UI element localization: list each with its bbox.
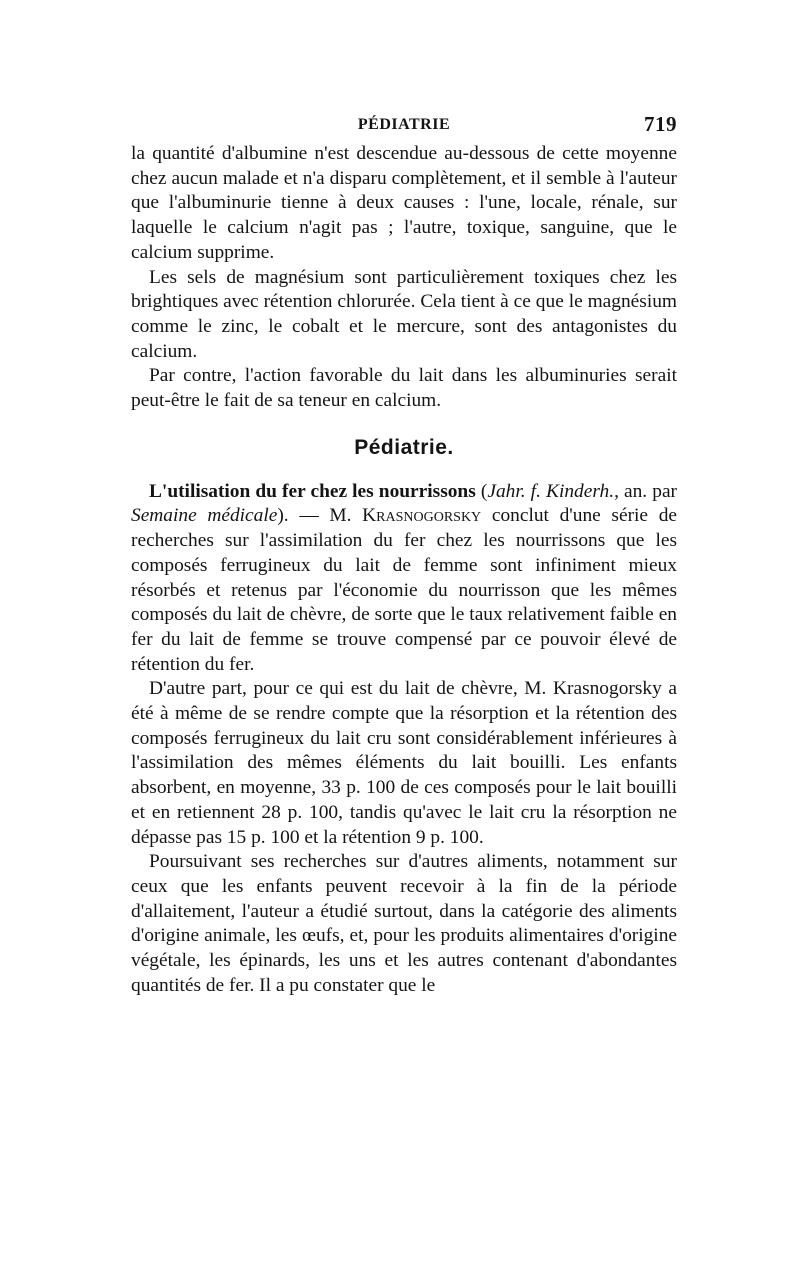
paragraph-autres-aliments: Poursuivant ses recherches sur d'autres aliments, notamment sur ceux que les enfants peuvent recevoir à la fin de la période d'allaitement, l'auteur a étudié surtout, dans la catégorie des aliments d'origine animale, les œufs, et, pour les produits alimentaires d'origine végétale, les épinards, les uns et les autres contenant d'abondantes quantités de fer. Il a pu constater que le [131,851,677,996]
paragraph-continued: la quantité d'albumine n'est descendue au-dessous de cette moyenne chez aucun malade et n'a disparu complètement, et il semble à l'auteur que l'albuminurie tienne à deux causes : l'une, locale, rénale, sur laquelle le calcium n'agit pas ; l'autre, toxique, sanguine, que le calcium supprime. [131,143,677,263]
page-number: 719 [644,112,677,136]
paragraph-lait: Par contre, l'action favorable du lait dans les albuminuries serait peut-être le fait de sa teneur en calcium. [131,365,677,412]
journal-citation: Jahr. f. Kinderh. [487,480,615,502]
article-lead-paragraph [131,480,677,678]
book-page [131,112,677,999]
paragraph-lait-chevre: D'autre part, pour ce qui est du lait de chèvre, M. Krasnogorsky a été à même de se rendre compte que la résorption et la rétention des composés ferrugineux du lait cru sont considérablement inférieures à l'assimilation des mêmes éléments du lait bouilli. Les enfants absorbent, en moyenne, 33 p. 100 de ces composés pour le lait bouilli et en retiennent 28 p. 100, tandis qu'avec le lait cru la résorption ne dépasse pas 15 p. 100 et la rétention 9 p. 100. [131,678,677,848]
author-name: Krasnogorsky [362,505,482,527]
lead-text: conclut d'une série de recherches sur l'assimilation du fer chez les nourrissons que les composés ferrugineux du lait de femme sont infiniment mieux résorbés et retenus par l'économie du nourrisson que les mêmes composés du lait de chèvre, de sorte que le taux relativement faible en fer du lait de femme se trouve compensé par ce pouvoir élevé de rétention du fer. [131,505,678,675]
ref-close: ). — M. [277,505,363,527]
ref-open: ( [475,480,488,502]
paragraph-magnesium: Les sels de magnésium sont particulièrement toxiques chez les brightiques avec rétention chlorurée. Cela tient à ce que le magnésium comme le zinc, le cobalt et le mercure, sont des antagonistes du calcium. [131,266,677,362]
review-citation: Semaine médicale [131,505,278,527]
article-title: L'utilisation du fer chez les nourrissons [149,480,476,502]
section-title: Pédiatrie. [354,435,454,459]
after-journal: , an. par [614,480,678,502]
running-title: PÉDIATRIE [357,116,451,133]
running-head [131,112,677,142]
